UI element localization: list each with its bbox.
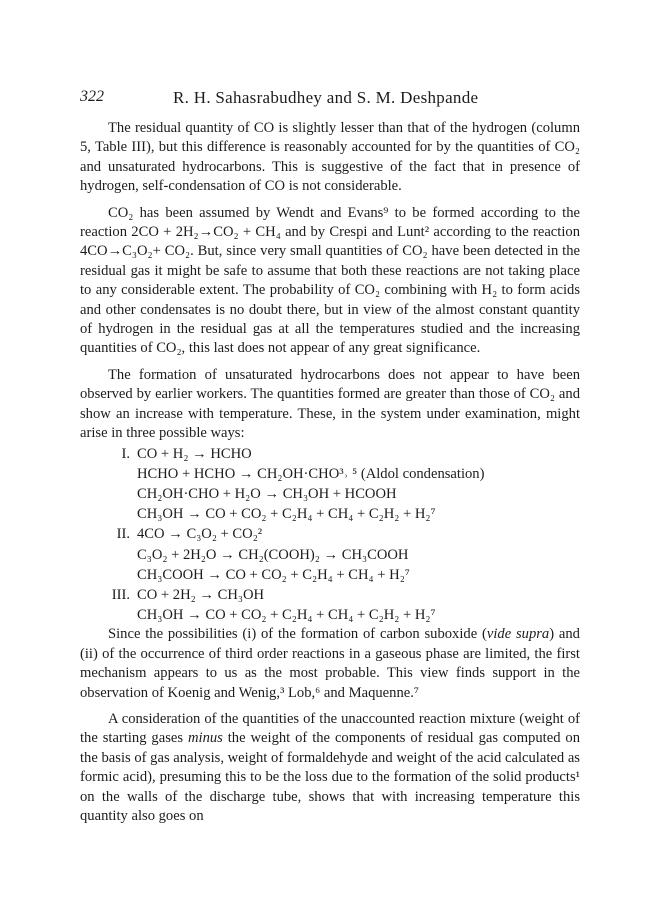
paragraph-residual-co: The residual quantity of CO is slightly lesser than that of the hydrogen (column 5, Table III), but this difference is reasonably accounted for by the quantities of CO₂ and unsaturated hydrocarbons. This is suggestive of the fact that in presence of hydrogen, self-condensation of CO is not considerable. bbox=[80, 120, 580, 195]
mechanism-number: III. bbox=[111, 586, 130, 603]
paragraph-unsaturated-hydrocarbons: The formation of unsaturated hydrocarbons does not appear to have been observed by earlier workers. The quantities formed are greater than those of CO₂ and show an increase with temperature. These, in the system under examination, might arise in three possible ways: bbox=[80, 366, 580, 442]
reaction-line bbox=[80, 464, 580, 484]
reaction-equation: CH₃OH → CO + CO₂ + C₂H₄ + CH₄ + C₂H₂ + H₂⁷ bbox=[137, 506, 436, 523]
reaction-equation: CH₃COOH → CO + CO₂ + C₂H₄ + CH₄ + H₂⁷ bbox=[137, 566, 410, 583]
reaction-line bbox=[80, 605, 580, 625]
text-run: Since the possibilities (i) of the formation of carbon suboxide ( bbox=[108, 626, 487, 643]
reaction-equation: CO + 2H₂ → CH₃OH bbox=[137, 586, 265, 603]
paragraph-mechanism-conclusion bbox=[80, 625, 580, 703]
text-run: ) and (ii) of the occurrence of third order reactions in a gaseous phase are limited, the first mechanism appears to us as the most probable. This view finds support in the observation of Koenig and Wenig,³ Lob,⁶ and Maquenne.⁷ bbox=[80, 626, 580, 701]
reaction-line bbox=[80, 565, 580, 585]
body-text bbox=[80, 119, 580, 826]
reaction-line bbox=[80, 484, 580, 504]
italic-text: vide supra bbox=[486, 626, 550, 643]
reaction-equation: HCHO + HCHO → CH₂OH·CHO³˒ ⁵ (Aldol condensation) bbox=[137, 465, 485, 482]
paragraph-unaccounted-mixture bbox=[80, 710, 580, 826]
reaction-equation: CH₂OH·CHO + H₂O → CH₃OH + HCOOH bbox=[137, 485, 397, 502]
reaction-scheme bbox=[80, 444, 580, 626]
running-head-authors: R. H. Sahasrabudhey and S. M. Deshpande bbox=[173, 88, 479, 107]
reaction-equation: CH₃OH → CO + CO₂ + C₂H₄ + CH₄ + C₂H₂ + H₂⁷ bbox=[137, 607, 436, 624]
reaction-line bbox=[80, 585, 580, 605]
mechanism-number: II. bbox=[116, 526, 130, 543]
italic-text: minus bbox=[187, 730, 223, 747]
reaction-equation: CO + H₂ → HCHO bbox=[137, 445, 252, 462]
page-number: 322 bbox=[80, 88, 104, 105]
reaction-equation: 4CO → C₃O₂ + CO₂² bbox=[137, 526, 263, 543]
reaction-equation: C₃O₂ + 2H₂O → CH₂(COOH)₂ → CH₃COOH bbox=[137, 546, 409, 563]
reaction-line bbox=[80, 524, 580, 544]
mechanism-number: I. bbox=[121, 445, 130, 462]
paragraph-co2-formation: CO₂ has been assumed by Wendt and Evans⁹ to be formed according to the reaction 2CO + 2H₂→CO₂ + CH₄ and by Crespi and Lunt² according to the reaction 4CO→C₃O₂+ CO₂. But, since very small quantities of CO₂ have been detected in the residual gas it might be safe to assume that both these reactions are not taking place to any considerable extent. The probability of CO₂ combining with H₂ to form acids and other condensates is no doubt there, but in view of the almost constant quantity of hydrogen in the residual gas at all the temperatures studied and the increasing quantities of CO₂, this last does not appear of any great significance. bbox=[80, 204, 580, 357]
page-header bbox=[80, 88, 580, 110]
reaction-line bbox=[80, 545, 580, 565]
reaction-line bbox=[80, 504, 580, 524]
text-run: A consideration of the quantities of the unaccounted reaction mixture (weight of the starting gases bbox=[80, 710, 580, 747]
reaction-line bbox=[80, 444, 580, 464]
text-run: the weight of the components of residual gas computed on the basis of gas analysis, weight of formaldehyde and weight of the acid calculated as formic acid), presuming this to be the loss due to the formation of the solid products¹ on the walls of the discharge tube, shows that with increasing temperature this quantity also goes on bbox=[80, 730, 580, 824]
